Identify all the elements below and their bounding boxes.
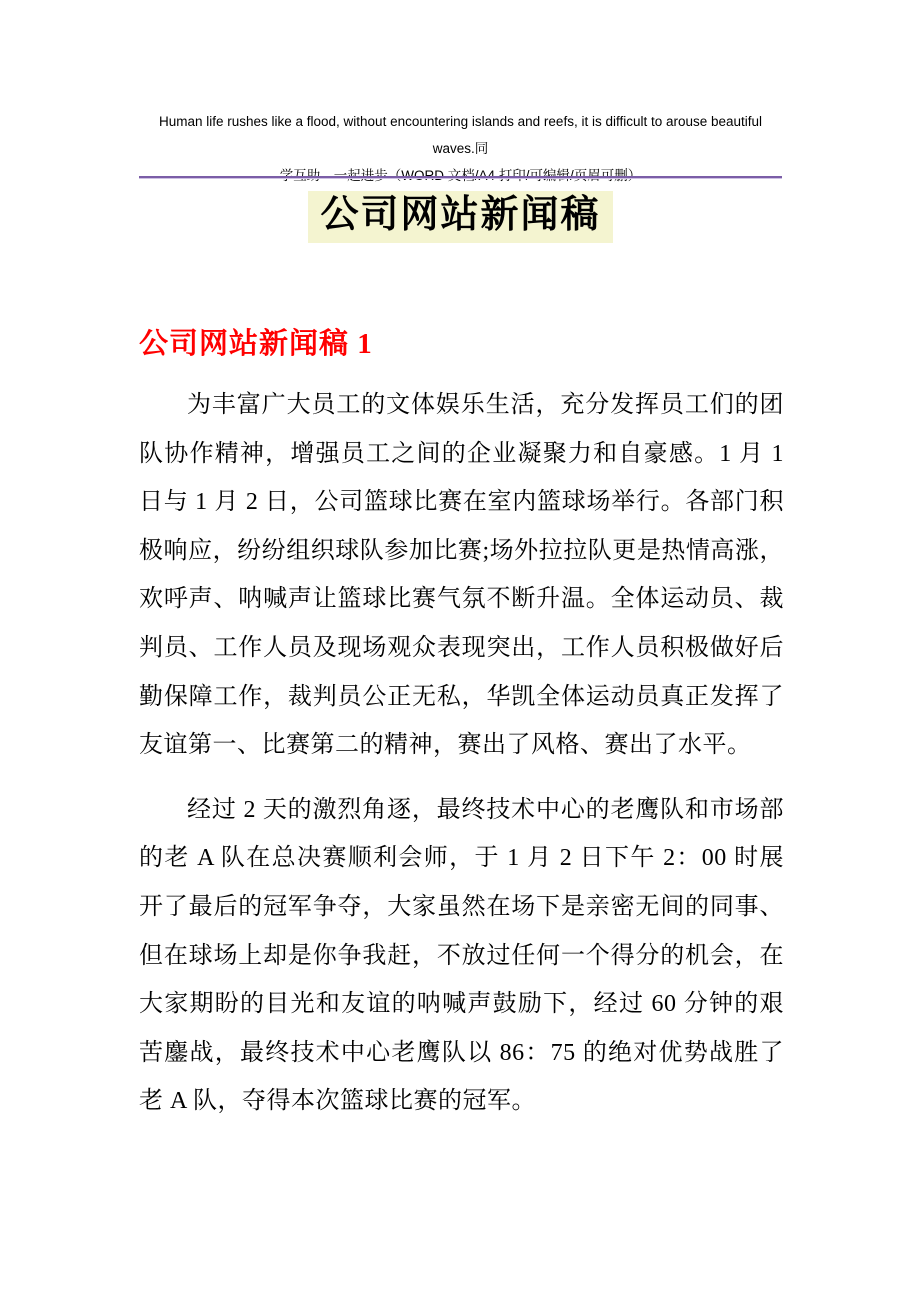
header-line-1: Human life rushes like a flood, without encountering islands and reefs, it is difficult to arouse beautiful waves.同: [158, 114, 763, 156]
section-heading: 公司网站新闻稿 1: [139, 328, 373, 360]
document-title: [139, 191, 782, 243]
header-rule-light-line: [139, 178, 782, 179]
document-title-highlight: 公司网站新闻稿: [308, 191, 612, 243]
header-rule: [139, 176, 782, 179]
paragraph-1: 为丰富广大员工的文体娱乐生活，充分发挥员工们的团队协作精神，增强员工之间的企业凝聚力和自豪感。1 月 1 日与 1 月 2 日，公司篮球比赛在室内篮球场举行。各部门积极响应，纷纷组织球队参加比赛;场外拉拉队更是热情高涨，欢呼声、呐喊声让篮球比赛气氛不断升温。全体运动员、裁判员、工作人员及现场观众表现突出，工作人员积极做好后勤保障工作，裁判员公正无私，华凯全体运动员真正发挥了友谊第一、比赛第二的精神，赛出了风格、赛出了水平。: [139, 392, 784, 759]
article-body: [139, 381, 784, 1142]
paragraph-2: 经过 2 天的激烈角逐，最终技术中心的老鹰队和市场部的老 A 队在总决赛顺利会师，于 1 月 2 日下午 2：00 时展开了最后的冠军争夺，大家虽然在场下是亲密无间的同事、但在球场上却是你争我赶，不放过任何一个得分的机会，在大家期盼的目光和友谊的呐喊声鼓励下，经过 60 分钟的艰苦鏖战，最终技术中心老鹰队以 86：75 的绝对优势战胜了老 A 队，夺得本次篮球比赛的冠军。: [139, 796, 784, 1115]
